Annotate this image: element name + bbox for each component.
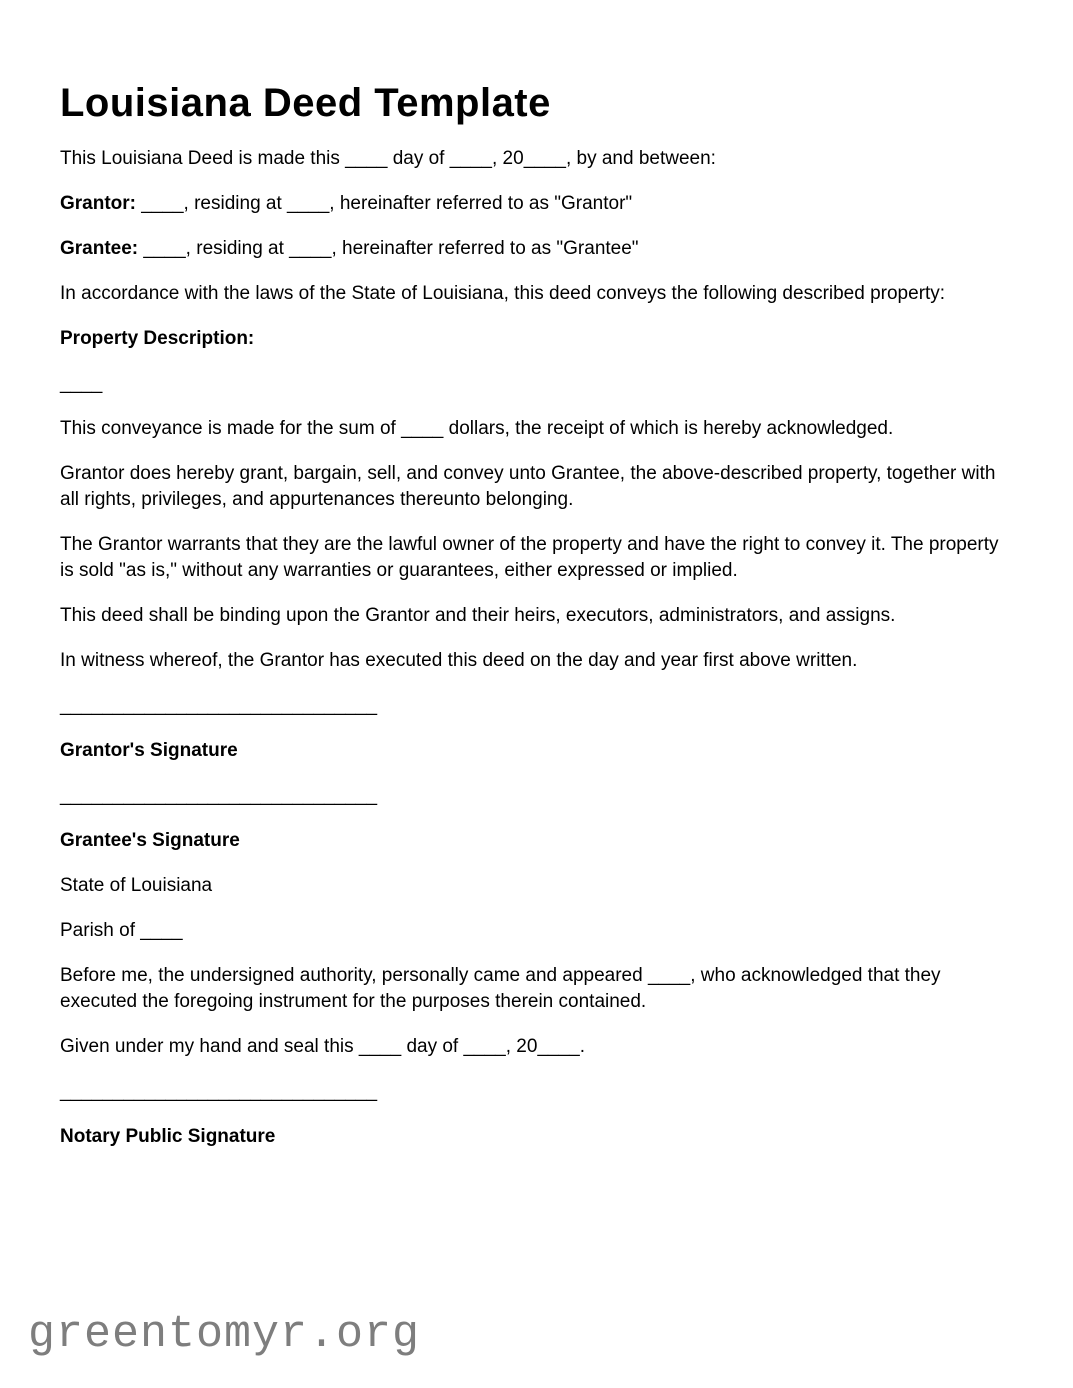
state-line: State of Louisiana [60, 875, 213, 896]
grantee-signature-label: Grantee's Signature [60, 830, 240, 851]
property-description-blank: ____ [60, 373, 103, 394]
property-description-heading: Property Description: [60, 328, 255, 349]
notary-signature-label: Notary Public Signature [60, 1126, 276, 1147]
intro-paragraph: This Louisiana Deed is made this ____ day of ____, 20____, by and between: [60, 148, 716, 169]
grantor-line [60, 191, 1013, 217]
conveyance-paragraph: This conveyance is made for the sum of ____ dollars, the receipt of which is hereby acknowledged. [60, 418, 894, 439]
grantee-signature-rule: ______________________________ [60, 785, 378, 806]
parish-line: Parish of ____ [60, 920, 183, 941]
given-paragraph: Given under my hand and seal this ____ day of ____, 20____. [60, 1036, 585, 1057]
warranty-paragraph: The Grantor warrants that they are the lawful owner of the property and have the right to convey it. The property is sold "as is," without any warranties or guarantees, either expressed or implied. [60, 534, 999, 581]
grantor-text: ____, residing at ____, hereinafter referred to as "Grantor" [136, 193, 633, 214]
notary-acknowledgment-paragraph: Before me, the undersigned authority, personally came and appeared ____, who acknowledged that they executed the foregoing instrument for the purposes therein contained. [60, 965, 941, 1012]
grantee-line [60, 236, 1013, 262]
grantor-label: Grantor: [60, 193, 136, 214]
witness-paragraph: In witness whereof, the Grantor has executed this deed on the day and year first above written. [60, 650, 858, 671]
document-title: Louisiana Deed Template [60, 81, 551, 125]
document-body [60, 79, 1013, 1150]
grant-paragraph: Grantor does hereby grant, bargain, sell, and convey unto Grantee, the above-described property, together with all rights, privileges, and appurtenances thereunto belonging. [60, 463, 996, 510]
grantee-label: Grantee: [60, 238, 139, 259]
grantee-text: ____, residing at ____, hereinafter referred to as "Grantee" [138, 238, 639, 259]
grantor-signature-rule: ______________________________ [60, 695, 378, 716]
grantor-signature-label: Grantor's Signature [60, 740, 238, 761]
watermark-text: greentomyr.org [28, 1309, 421, 1360]
notary-signature-rule: ______________________________ [60, 1081, 378, 1102]
binding-paragraph: This deed shall be binding upon the Grantor and their heirs, executors, administrators, and assigns. [60, 605, 896, 626]
accordance-paragraph: In accordance with the laws of the State of Louisiana, this deed conveys the following described property: [60, 283, 946, 304]
